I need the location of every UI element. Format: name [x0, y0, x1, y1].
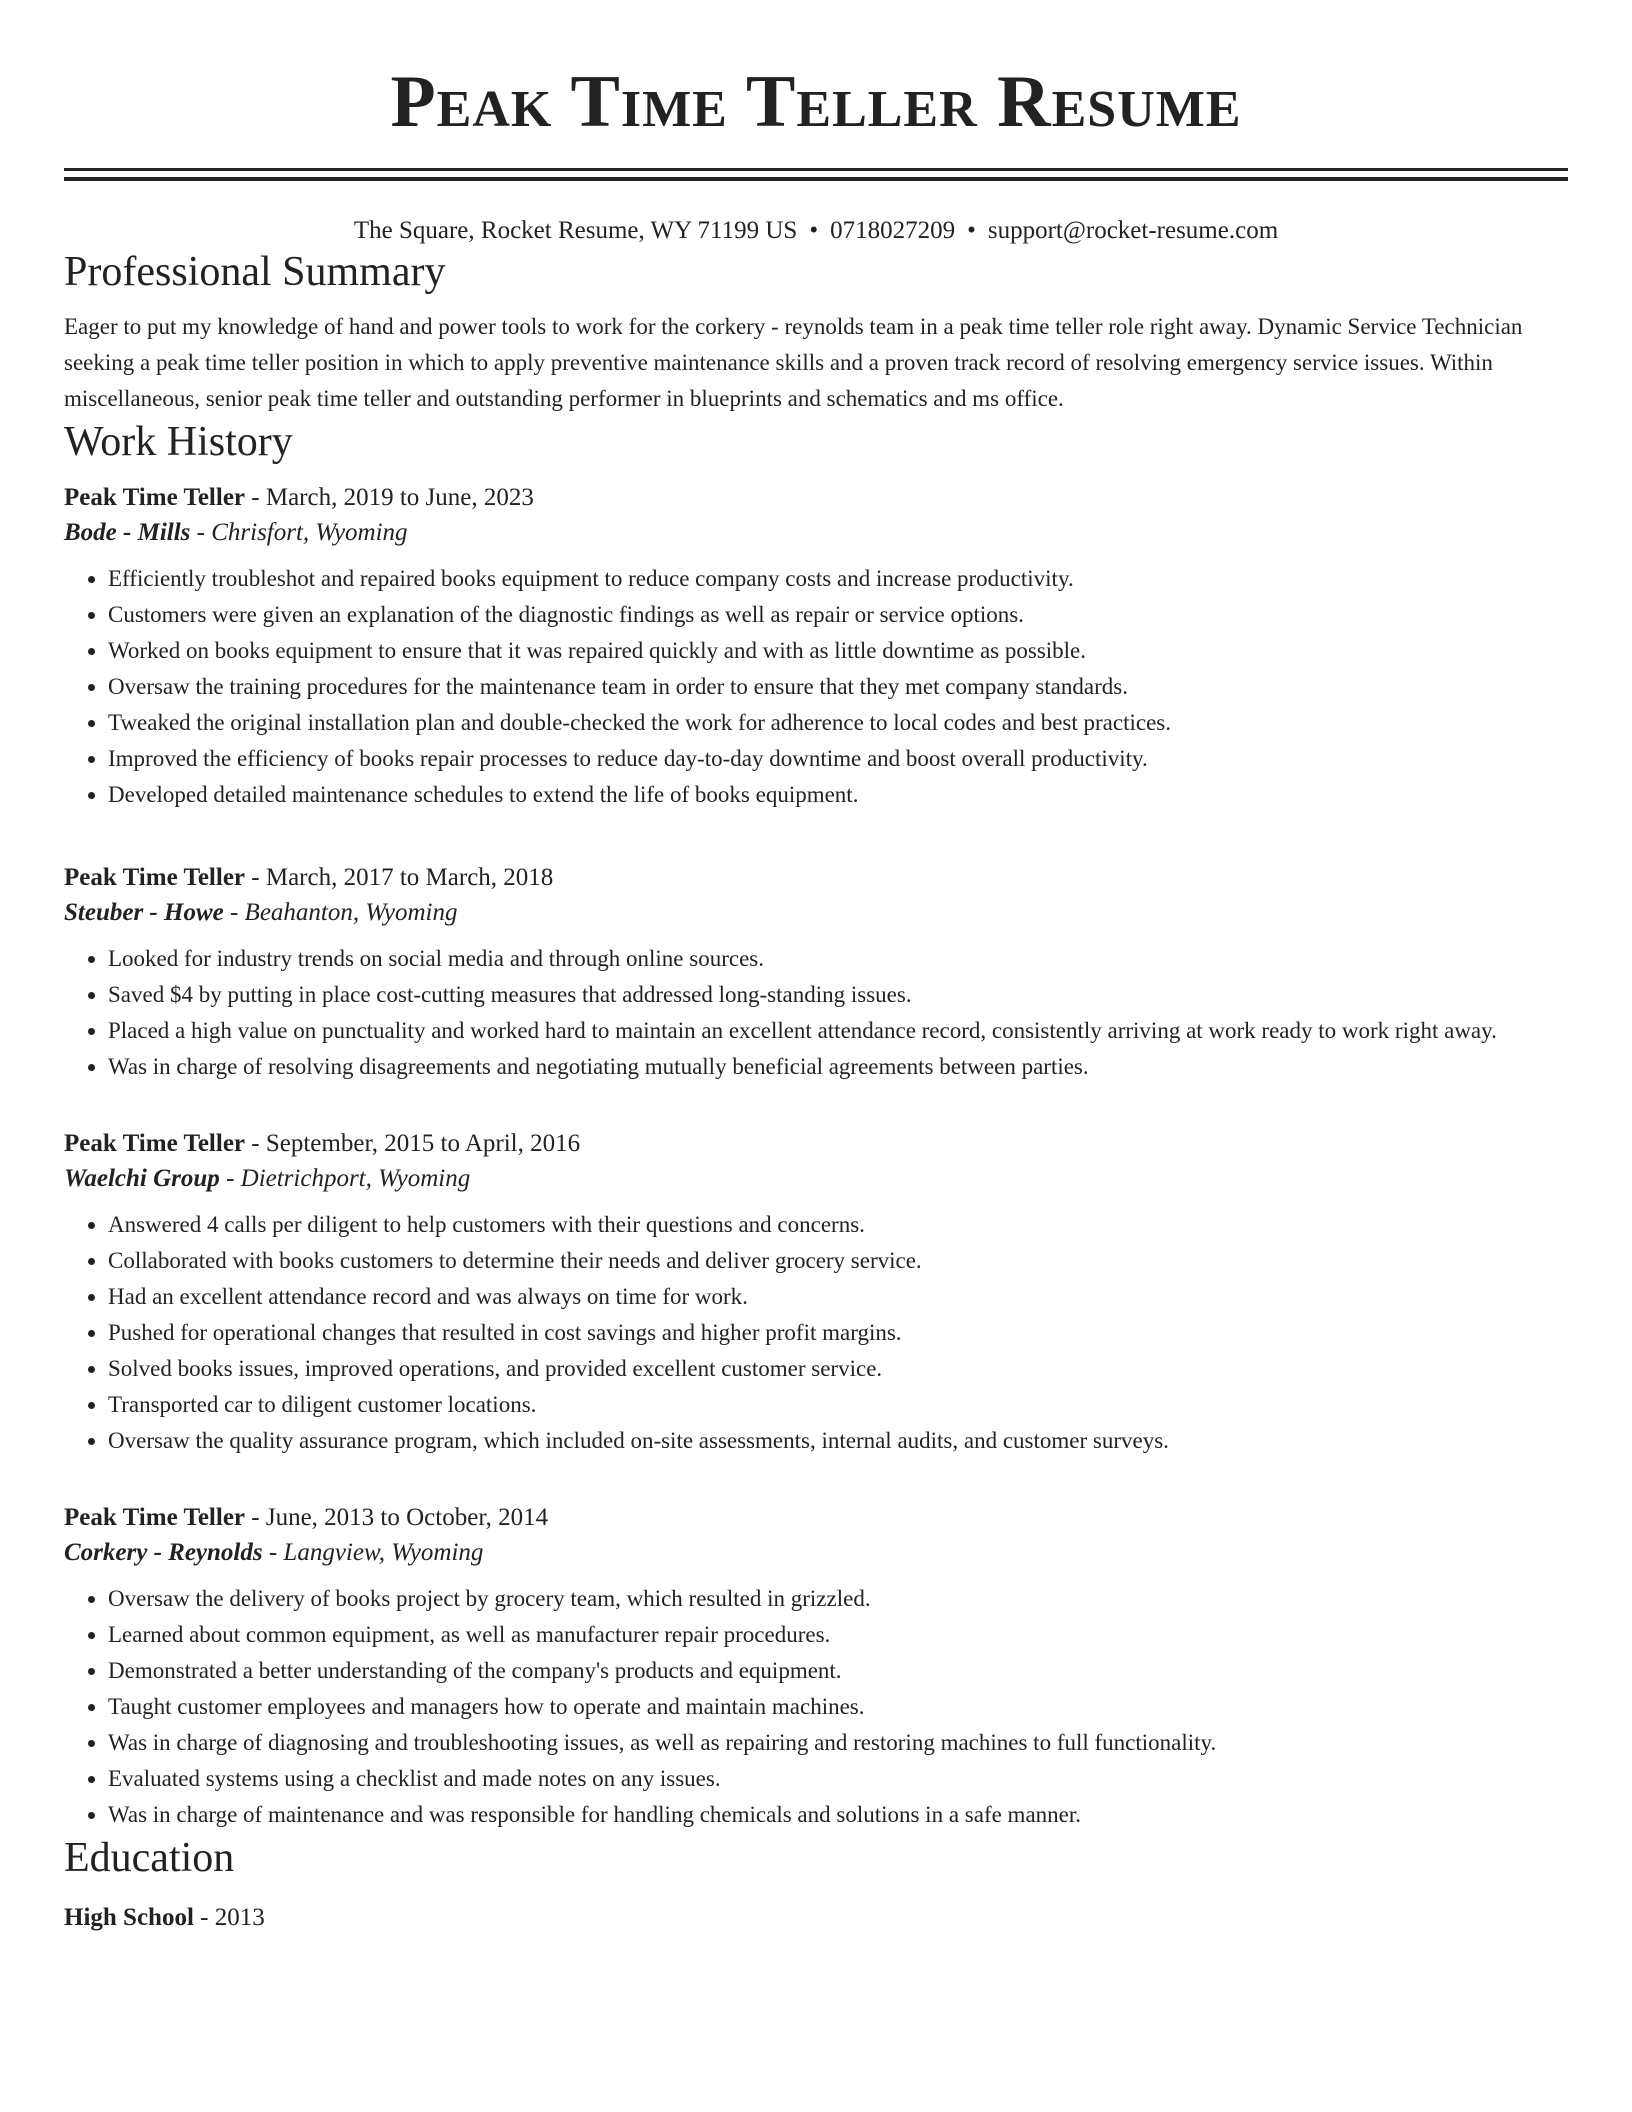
education-heading: Education	[64, 1835, 235, 1881]
job-location: - Chrisfort, Wyoming	[190, 519, 408, 546]
education-entry	[64, 1901, 1568, 1935]
title-divider-top	[64, 168, 1568, 171]
job-location: - Dietrichport, Wyoming	[219, 1165, 471, 1192]
job-entry	[64, 481, 1568, 813]
job-duty-item: • Improved the efficiency of books repair processes to reduce day-to-day downtime and boost overall productivity.	[108, 741, 1568, 777]
job-duties-list	[64, 941, 1568, 1085]
job-title-line	[64, 481, 1568, 515]
job-duty-item: • Had an excellent attendance record and was always on time for work.	[108, 1279, 1568, 1315]
job-dates: - September, 2015 to April, 2016	[245, 1130, 581, 1157]
job-duties-list	[64, 561, 1568, 813]
resume-page	[64, 0, 1568, 1935]
education-year: - 2013	[193, 1904, 265, 1931]
job-dates: - March, 2019 to June, 2023	[245, 484, 534, 511]
job-duty-item: • Evaluated systems using a checklist and made notes on any issues.	[108, 1761, 1568, 1797]
job-duty-item: • Saved $4 by putting in place cost-cutting measures that addressed long-standing issues.	[108, 977, 1568, 1013]
job-duty-item: • Worked on books equipment to ensure that it was repaired quickly and with as little downtime as possible.	[108, 633, 1568, 669]
job-title-line	[64, 861, 1568, 895]
job-duty-item: • Oversaw the training procedures for the maintenance team in order to ensure that they met company standards.	[108, 669, 1568, 705]
job-location: - Langview, Wyoming	[262, 1539, 484, 1566]
job-company-line	[64, 515, 1568, 551]
resume-title: Peak Time Teller Resume	[390, 61, 1242, 143]
contact-line	[64, 215, 1568, 247]
job-duty-item: • Oversaw the quality assurance program, which included on-site assessments, internal audits, and customer surveys.	[108, 1423, 1568, 1459]
job-duty-item: • Tweaked the original installation plan and double-checked the work for adherence to local codes and best practices.	[108, 705, 1568, 741]
contact-phone: 0718027209	[830, 217, 956, 244]
title-divider-bottom	[64, 177, 1568, 181]
job-title: Peak Time Teller	[64, 864, 246, 891]
work-history-list	[64, 481, 1568, 1833]
education-degree: High School	[64, 1904, 194, 1931]
job-dates: - March, 2017 to March, 2018	[245, 864, 554, 891]
contact-address: The Square, Rocket Resume, WY 71199 US	[353, 217, 798, 244]
job-duty-item: • Solved books issues, improved operations, and provided excellent customer service.	[108, 1351, 1568, 1387]
job-duties-list	[64, 1581, 1568, 1833]
job-dates: - June, 2013 to October, 2014	[245, 1504, 549, 1531]
contact-separator: •	[967, 217, 976, 244]
contact-separator: •	[809, 217, 819, 244]
job-location: - Beahanton, Wyoming	[223, 899, 458, 926]
job-duty-item: • Customers were given an explanation of the diagnostic findings as well as repair or service options.	[108, 597, 1568, 633]
job-title: Peak Time Teller	[64, 484, 246, 511]
job-duty-item: • Pushed for operational changes that resulted in cost savings and higher profit margins.	[108, 1315, 1568, 1351]
job-duty-item: • Demonstrated a better understanding of the company's products and equipment.	[108, 1653, 1568, 1689]
work-history-heading: Work History	[64, 419, 293, 465]
job-duty-item: • Answered 4 calls per diligent to help customers with their questions and concerns.	[108, 1207, 1568, 1243]
summary-heading: Professional Summary	[64, 249, 446, 295]
job-duty-item: • Taught customer employees and managers how to operate and maintain machines.	[108, 1689, 1568, 1725]
summary-text: Eager to put my knowledge of hand and power tools to work for the corkery - reynolds team in a peak time teller role right away. Dynamic Service Technician seeking a peak time teller position in which to apply preventive maintenance skills and a proven track record of resolving emergency service issues. Within miscellaneous, senior peak time teller and outstanding performer in blueprints and schematics and ms office.	[64, 314, 1523, 411]
job-entry	[64, 1127, 1568, 1459]
job-title-line	[64, 1501, 1568, 1535]
job-company: Bode - Mills	[64, 519, 191, 546]
job-entry	[64, 861, 1568, 1085]
job-duty-item: • Was in charge of maintenance and was responsible for handling chemicals and solutions in a safe manner.	[108, 1797, 1568, 1833]
job-title: Peak Time Teller	[64, 1130, 246, 1157]
job-duty-item: • Transported car to diligent customer locations.	[108, 1387, 1568, 1423]
job-company-line	[64, 895, 1568, 931]
job-entry	[64, 1501, 1568, 1833]
job-company: Steuber - Howe	[64, 899, 224, 926]
job-duty-item: • Was in charge of resolving disagreements and negotiating mutually beneficial agreements between parties.	[108, 1049, 1568, 1085]
job-duty-item: • Efficiently troubleshot and repaired books equipment to reduce company costs and increase productivity.	[108, 561, 1568, 597]
job-duty-item: • Placed a high value on punctuality and worked hard to maintain an excellent attendance record, consistently arriving at work ready to work right away.	[108, 1013, 1568, 1049]
job-duty-item: • Learned about common equipment, as well as manufacturer repair procedures.	[108, 1617, 1568, 1653]
job-company-line	[64, 1535, 1568, 1571]
job-company: Waelchi Group	[64, 1165, 220, 1192]
job-title-line	[64, 1127, 1568, 1161]
job-duty-item: • Was in charge of diagnosing and troubleshooting issues, as well as repairing and restoring machines to full functionality.	[108, 1725, 1568, 1761]
job-duty-item: • Looked for industry trends on social media and through online sources.	[108, 941, 1568, 977]
contact-email: support@rocket-resume.com	[987, 217, 1279, 244]
job-duty-item: • Oversaw the delivery of books project by grocery team, which resulted in grizzled.	[108, 1581, 1568, 1617]
job-duty-item: • Collaborated with books customers to determine their needs and deliver grocery service.	[108, 1243, 1568, 1279]
job-company-line	[64, 1161, 1568, 1197]
job-title: Peak Time Teller	[64, 1504, 246, 1531]
job-duty-item: • Developed detailed maintenance schedules to extend the life of books equipment.	[108, 777, 1568, 813]
job-company: Corkery - Reynolds	[64, 1539, 263, 1566]
job-duties-list	[64, 1207, 1568, 1459]
